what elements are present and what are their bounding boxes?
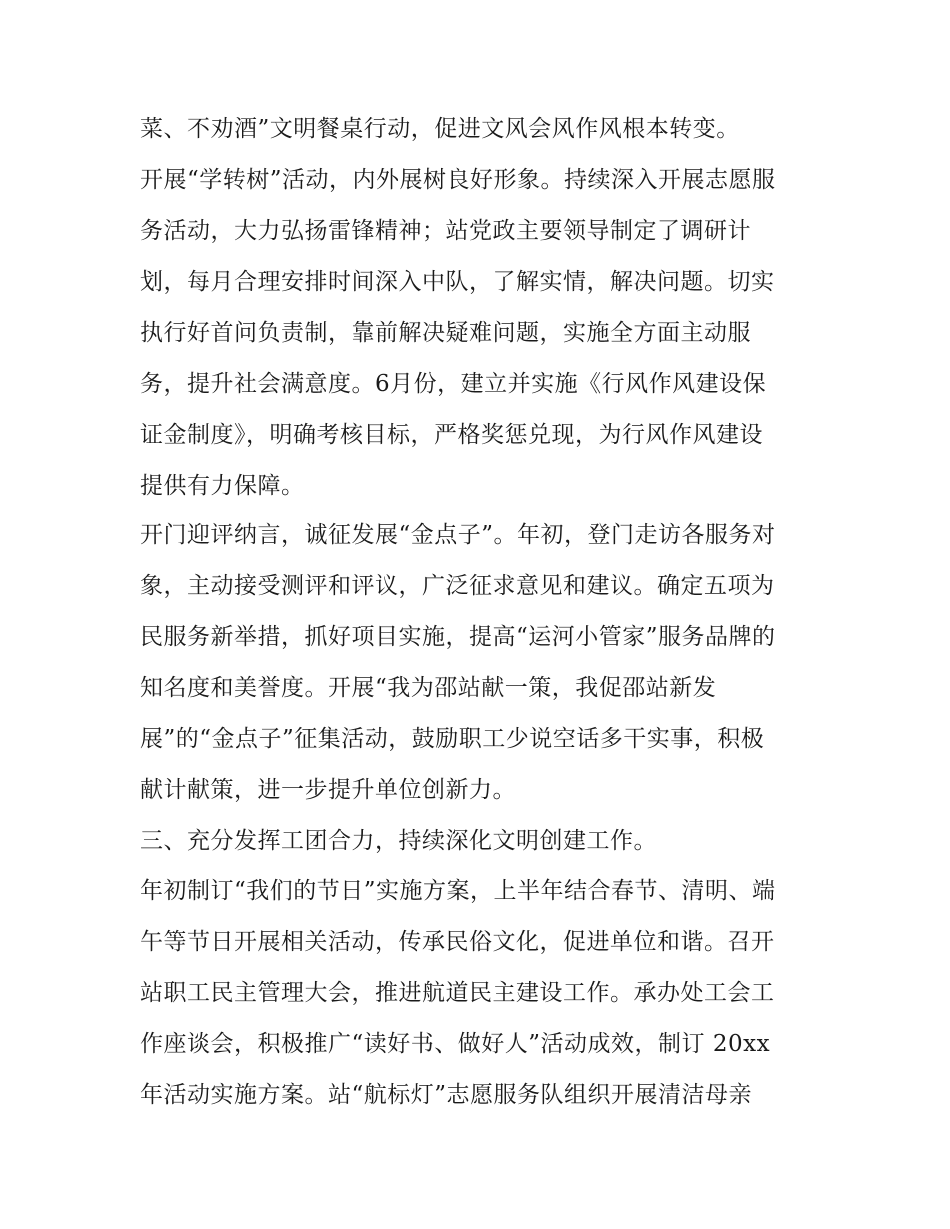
- text-line: 献计献策，进一步提升单位创新力。: [140, 777, 516, 803]
- text-line: 年活动实施方案。站“航标灯”志愿服务队组织开展清洁母亲: [140, 1082, 753, 1108]
- text-line: 开门迎评纳言，诚征发展“金点子”。年初，登门走访各服务对: [140, 522, 776, 548]
- text-line: 菜、不劝酒”文明餐桌行动，促进文风会风作风根本转变。: [140, 116, 740, 142]
- text-line: 作座谈会，积极推广“读好书、做好人”活动成效，制订 20xx: [140, 1031, 771, 1057]
- text-line: 开展“学转树”活动，内外展树良好形象。持续深入开展志愿服: [140, 167, 776, 193]
- text-line: 象，主动接受测评和评议，广泛征求意见和建议。确定五项为: [140, 573, 775, 599]
- text-line: 提供有力保障。: [140, 473, 305, 499]
- text-line: 午等节日开展相关活动，传承民俗文化，促进单位和谐。召开: [140, 929, 775, 955]
- text-line: 务活动，大力弘扬雷锋精神；站党政主要领导制定了调研计: [140, 218, 751, 244]
- section-heading: 三、充分发挥工团合力，持续深化文明创建工作。: [140, 828, 657, 854]
- text-line: 划，每月合理安排时间深入中队，了解实情，解决问题。切实: [140, 269, 775, 295]
- text-line: 展”的“金点子”征集活动，鼓励职工少说空话多干实事，积极: [140, 726, 765, 752]
- text-line: 年初制订“我们的节日”实施方案，上半年结合春节、清明、端: [140, 878, 776, 904]
- text-line: 民服务新举措，抓好项目实施，提高“运河小管家”服务品牌的: [140, 624, 776, 650]
- text-line: 证金制度》，明确考核目标，严格奖惩兑现，为行风作风建设: [140, 422, 763, 448]
- text-line: 执行好首问负责制，靠前解决疑难问题，实施全方面主动服: [140, 320, 751, 346]
- text-line: 站职工民主管理大会，推进航道民主建设工作。承办处工会工: [140, 980, 775, 1006]
- text-line: 知名度和美誉度。开展“我为邵站献一策，我促邵站新发: [140, 675, 717, 701]
- text-line: 务，提升社会满意度。6月份，建立并实施《行风作风建设保: [140, 371, 767, 397]
